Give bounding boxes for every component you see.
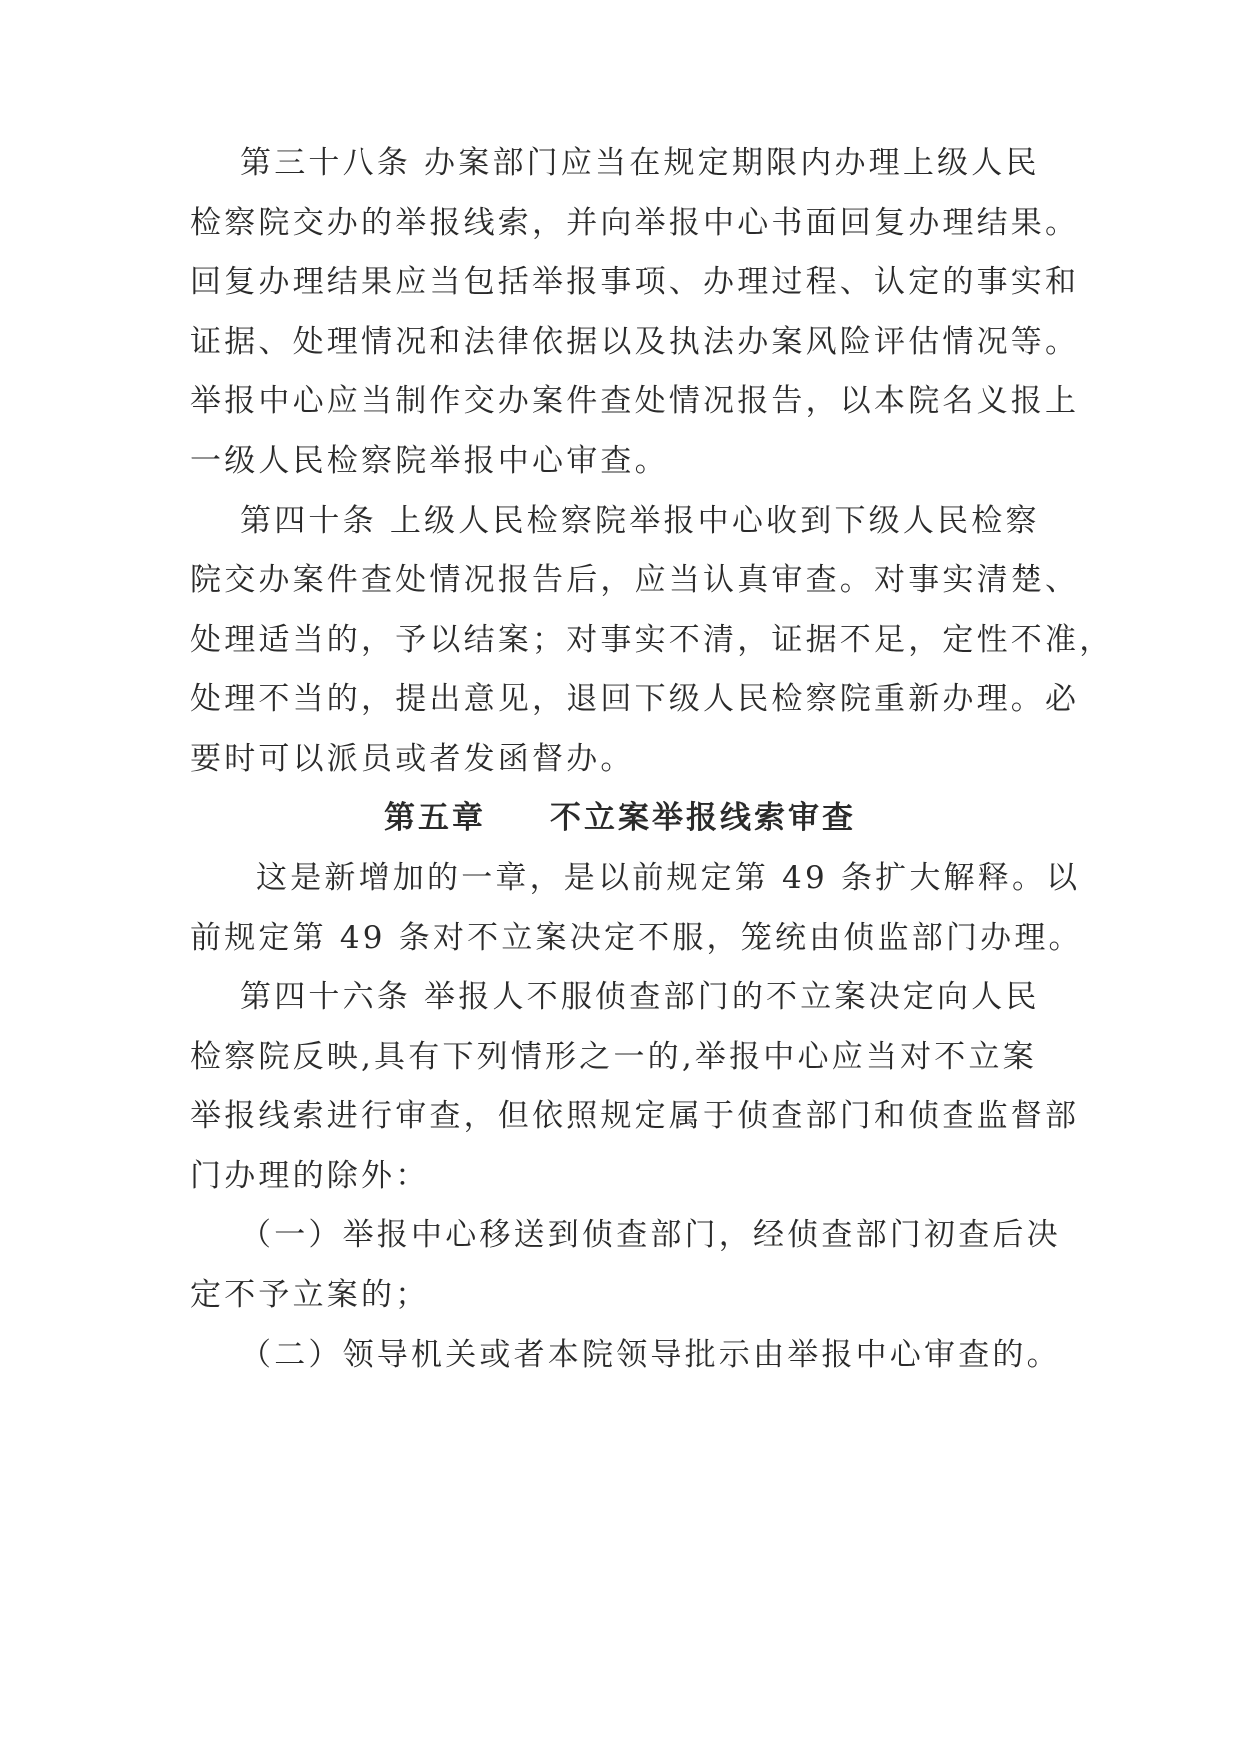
item2-line-1: （二）领导机关或者本院领导批示由举报中心审查的。: [240, 1337, 1061, 1373]
art40-line-1: 第四十条 上级人民检察院举报中心收到下级人民检察: [240, 503, 1040, 539]
chapter-heading: [0, 798, 1240, 838]
art40-line-2: 院交办案件查处情况报告后，应当认真审查。对事实清楚、: [190, 562, 1080, 598]
note-line-2: 前规定第 49 条对不立案决定不服，笼统由侦监部门办理。: [190, 920, 1083, 956]
art38-line-5: 举报中心应当制作交办案件查处情况报告，以本院名义报上: [190, 383, 1080, 419]
art40-line-3: 处理适当的，予以结案；对事实不清，证据不足，定性不准，: [190, 622, 1114, 658]
art38-line-4: 证据、处理情况和法律依据以及执法办案风险评估情况等。: [190, 324, 1080, 360]
note-line-1: 这是新增加的一章，是以前规定第 49 条扩大解释。以: [256, 860, 1081, 896]
item1-line-2: 定不予立案的；: [190, 1277, 430, 1313]
art38-line-3: 回复办理结果应当包括举报事项、办理过程、认定的事实和: [190, 264, 1080, 300]
art46-line-1: 第四十六条 举报人不服侦查部门的不立案决定向人民: [240, 979, 1040, 1015]
art40-line-4: 处理不当的，提出意见，退回下级人民检察院重新办理。必: [190, 681, 1080, 717]
art46-line-2: 检察院反映,具有下列情形之一的,举报中心应当对不立案: [190, 1039, 1037, 1075]
chapter-title: 不立案举报线索审查: [550, 800, 856, 836]
item1-line-1: （一）举报中心移送到侦查部门，经侦查部门初查后决: [240, 1217, 1061, 1253]
art46-line-4: 门办理的除外：: [190, 1158, 430, 1194]
art38-line-1: 第三十八条 办案部门应当在规定期限内办理上级人民: [240, 145, 1040, 181]
chapter-number: 第五章: [384, 800, 486, 836]
art38-line-2: 检察院交办的举报线索，并向举报中心书面回复办理结果。: [190, 205, 1080, 241]
art46-line-3: 举报线索进行审查，但依照规定属于侦查部门和侦查监督部: [190, 1098, 1080, 1134]
art40-line-5: 要时可以派员或者发函督办。: [190, 741, 635, 777]
art38-line-6: 一级人民检察院举报中心审查。: [190, 443, 669, 479]
